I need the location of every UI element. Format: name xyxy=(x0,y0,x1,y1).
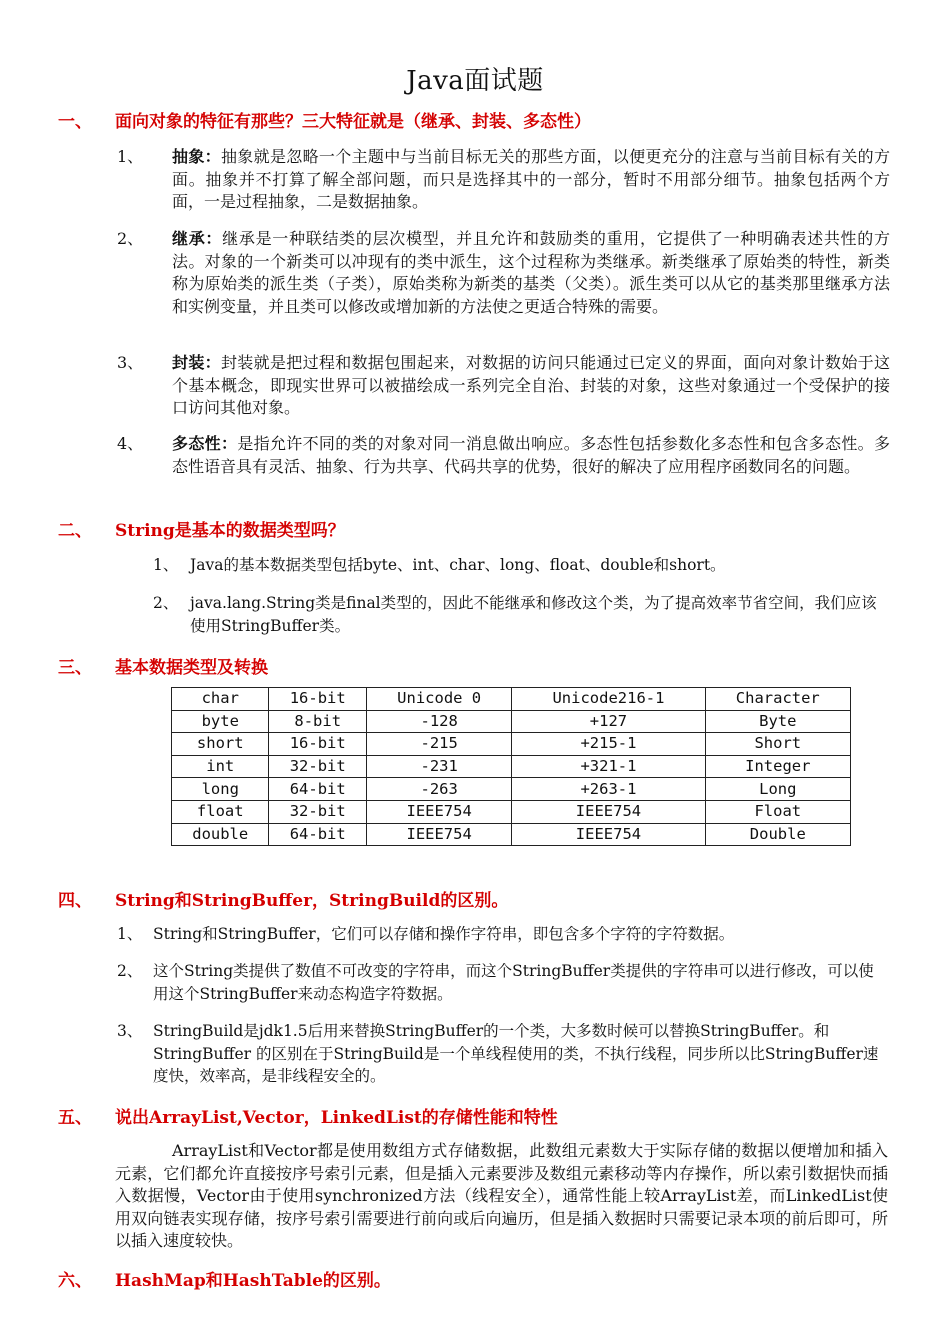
table-cell: -215 xyxy=(366,733,511,756)
item-body: 抽象就是忽略一个主题中与当前目标无关的那些方面，以便更充分的注意与当前目标有关的方面。抽象并不打算了解全部问题，而只是选择其中的一部分，暂时不用部分细节。抽象包括两个方面，一是过程抽象，二是数据抽象。 xyxy=(172,147,890,211)
item-number: 2、 xyxy=(117,229,144,248)
section-heading-2 xyxy=(58,516,345,541)
table-cell: 64-bit xyxy=(269,823,366,846)
section-paragraph: ArrayList和Vector都是使用数组方式存储数据，此数组元素数大于实际存储的数据以便增加和插入元素，它们都允许直接按序号索引元素，但是插入元素要涉及数组元素移动等内存操作，所以索引数据快而插入数据慢，Vector由于使用synchronized方法（线程安全），通常性能上较ArrayList差，而LinkedList使用双向链表实现存储，按序号索引需要进行前向或后向遍历，但是插入数据时只需要记录本项的前后即可，所以插入速度较快。 xyxy=(115,1141,888,1250)
table-cell: +321-1 xyxy=(512,755,705,778)
section-heading-3 xyxy=(58,653,268,678)
table-cell: 32-bit xyxy=(269,800,366,823)
list-item xyxy=(117,960,889,1005)
item-text xyxy=(172,433,890,478)
item-number: 1、 xyxy=(153,556,179,574)
table-cell: Float xyxy=(705,800,850,823)
list-item xyxy=(117,146,890,214)
section-title: String是基本的数据类型吗？ xyxy=(115,521,345,541)
table-row xyxy=(172,733,851,756)
table-cell: 8-bit xyxy=(269,710,366,733)
item-number: 3、 xyxy=(117,1022,143,1040)
section-heading-5 xyxy=(58,1103,558,1128)
item-term: 抽象： xyxy=(172,147,221,166)
item-number: 1、 xyxy=(117,925,143,943)
section-heading-1 xyxy=(58,107,591,132)
table-cell: Short xyxy=(705,733,850,756)
table-cell: double xyxy=(172,823,269,846)
table-cell: Unicode 0 xyxy=(366,688,511,711)
item-term: 多态性： xyxy=(172,434,238,453)
section-number: 四、 xyxy=(58,891,92,911)
item-text: java.lang.String类是final类型的，因此不能继承和修改这个类，为了提高效率节省空间，我们应该使用StringBuffer类。 xyxy=(190,594,877,635)
list-item xyxy=(117,1020,889,1088)
table-cell: Long xyxy=(705,778,850,801)
list-item xyxy=(153,554,888,577)
item-number: 3、 xyxy=(117,353,144,372)
item-number: 4、 xyxy=(117,434,144,453)
item-text: StringBuild是jdk1.5后用来替换StringBuffer的一个类，大多数时候可以替换StringBuffer。和StringBuffer 的区别在于StringBuild是一个单线程使用的类，不执行线程，同步所以比StringBuffer速度快，效率高，是非线程安全的。 xyxy=(153,1022,879,1085)
table-cell: short xyxy=(172,733,269,756)
table-cell: IEEE754 xyxy=(366,823,511,846)
section-number: 二、 xyxy=(58,521,92,541)
table-cell: -231 xyxy=(366,755,511,778)
table-cell: IEEE754 xyxy=(366,800,511,823)
list-item xyxy=(117,228,890,318)
item-text: Java的基本数据类型包括byte、int、char、long、float、double和short。 xyxy=(190,556,726,574)
section-heading-6 xyxy=(58,1266,391,1291)
table-cell: 32-bit xyxy=(269,755,366,778)
table-cell: long xyxy=(172,778,269,801)
table-cell: +215-1 xyxy=(512,733,705,756)
table-cell: Byte xyxy=(705,710,850,733)
table-cell: IEEE754 xyxy=(512,800,705,823)
item-text xyxy=(172,146,890,214)
section-title: String和StringBuffer，StringBuild的区别。 xyxy=(115,891,509,911)
table-cell: 64-bit xyxy=(269,778,366,801)
table-cell: -263 xyxy=(366,778,511,801)
page-title: Java面试题 xyxy=(406,66,544,96)
section-title: 说出ArrayList,Vector，LinkedList的存储性能和特性 xyxy=(115,1108,558,1128)
section-number: 一、 xyxy=(58,112,92,132)
item-number: 2、 xyxy=(117,962,143,980)
table-row xyxy=(172,800,851,823)
item-body: 封装就是把过程和数据包围起来，对数据的访问只能通过已定义的界面，面向对象计数始于这个基本概念，即现实世界可以被描绘成一系列完全自治、封装的对象，这些对象通过一个受保护的接口访问其他对象。 xyxy=(172,353,890,417)
table-row xyxy=(172,710,851,733)
item-text xyxy=(172,352,890,420)
table-cell: -128 xyxy=(366,710,511,733)
table-cell: int xyxy=(172,755,269,778)
section-title: 基本数据类型及转换 xyxy=(115,658,268,678)
table-cell: 16-bit xyxy=(269,733,366,756)
item-number: 2、 xyxy=(153,594,179,612)
table-cell: +127 xyxy=(512,710,705,733)
list-item xyxy=(117,433,890,478)
table-cell: 16-bit xyxy=(269,688,366,711)
table-cell: char xyxy=(172,688,269,711)
list-item xyxy=(117,352,890,420)
item-term: 继承： xyxy=(172,229,223,248)
table-cell: byte xyxy=(172,710,269,733)
section-number: 三、 xyxy=(58,658,92,678)
section-heading-4 xyxy=(58,886,508,911)
section-number: 六、 xyxy=(58,1271,92,1291)
table-cell: Unicode216-1 xyxy=(512,688,705,711)
item-text xyxy=(172,228,890,318)
list-item xyxy=(117,923,889,946)
table-row xyxy=(172,778,851,801)
item-text: 这个String类提供了数值不可改变的字符串，而这个StringBuffer类提供的字符串可以进行修改，可以使用这个StringBuffer来动态构造字符数据。 xyxy=(153,962,874,1003)
table-cell: Integer xyxy=(705,755,850,778)
item-text: String和StringBuffer，它们可以存储和操作字符串，即包含多个字符的字符数据。 xyxy=(153,925,735,943)
table-row xyxy=(172,688,851,711)
item-body: 继承是一种联结类的层次模型，并且允许和鼓励类的重用，它提供了一种明确表述共性的方法。对象的一个新类可以冲现有的类中派生，这个过程称为类继承。新类继承了原始类的特性，新类称为原始类的派生类（子类），原始类称为新类的基类（父类）。派生类可以从它的基类那里继承方法和实例变量，并且类可以修改或增加新的方法使之更适合特殊的需要。 xyxy=(172,229,890,316)
table-cell: Character xyxy=(705,688,850,711)
list-item xyxy=(153,592,888,637)
item-term: 封装： xyxy=(172,353,221,372)
section-title: HashMap和HashTable的区别。 xyxy=(115,1271,391,1291)
table-cell: float xyxy=(172,800,269,823)
table-row xyxy=(172,755,851,778)
item-body: 是指允许不同的类的对象对同一消息做出响应。多态性包括参数化多态性和包含多态性。多态性语音具有灵活、抽象、行为共享、代码共享的优势，很好的解决了应用程序函数同名的问题。 xyxy=(172,434,890,476)
section-number: 五、 xyxy=(58,1108,92,1128)
table-cell: IEEE754 xyxy=(512,823,705,846)
table-cell: Double xyxy=(705,823,850,846)
data-types-table xyxy=(171,687,851,846)
item-number: 1、 xyxy=(117,147,144,166)
table-cell: +263-1 xyxy=(512,778,705,801)
table-row xyxy=(172,823,851,846)
section-title: 面向对象的特征有那些？三大特征就是（继承、封装、多态性） xyxy=(115,112,591,132)
